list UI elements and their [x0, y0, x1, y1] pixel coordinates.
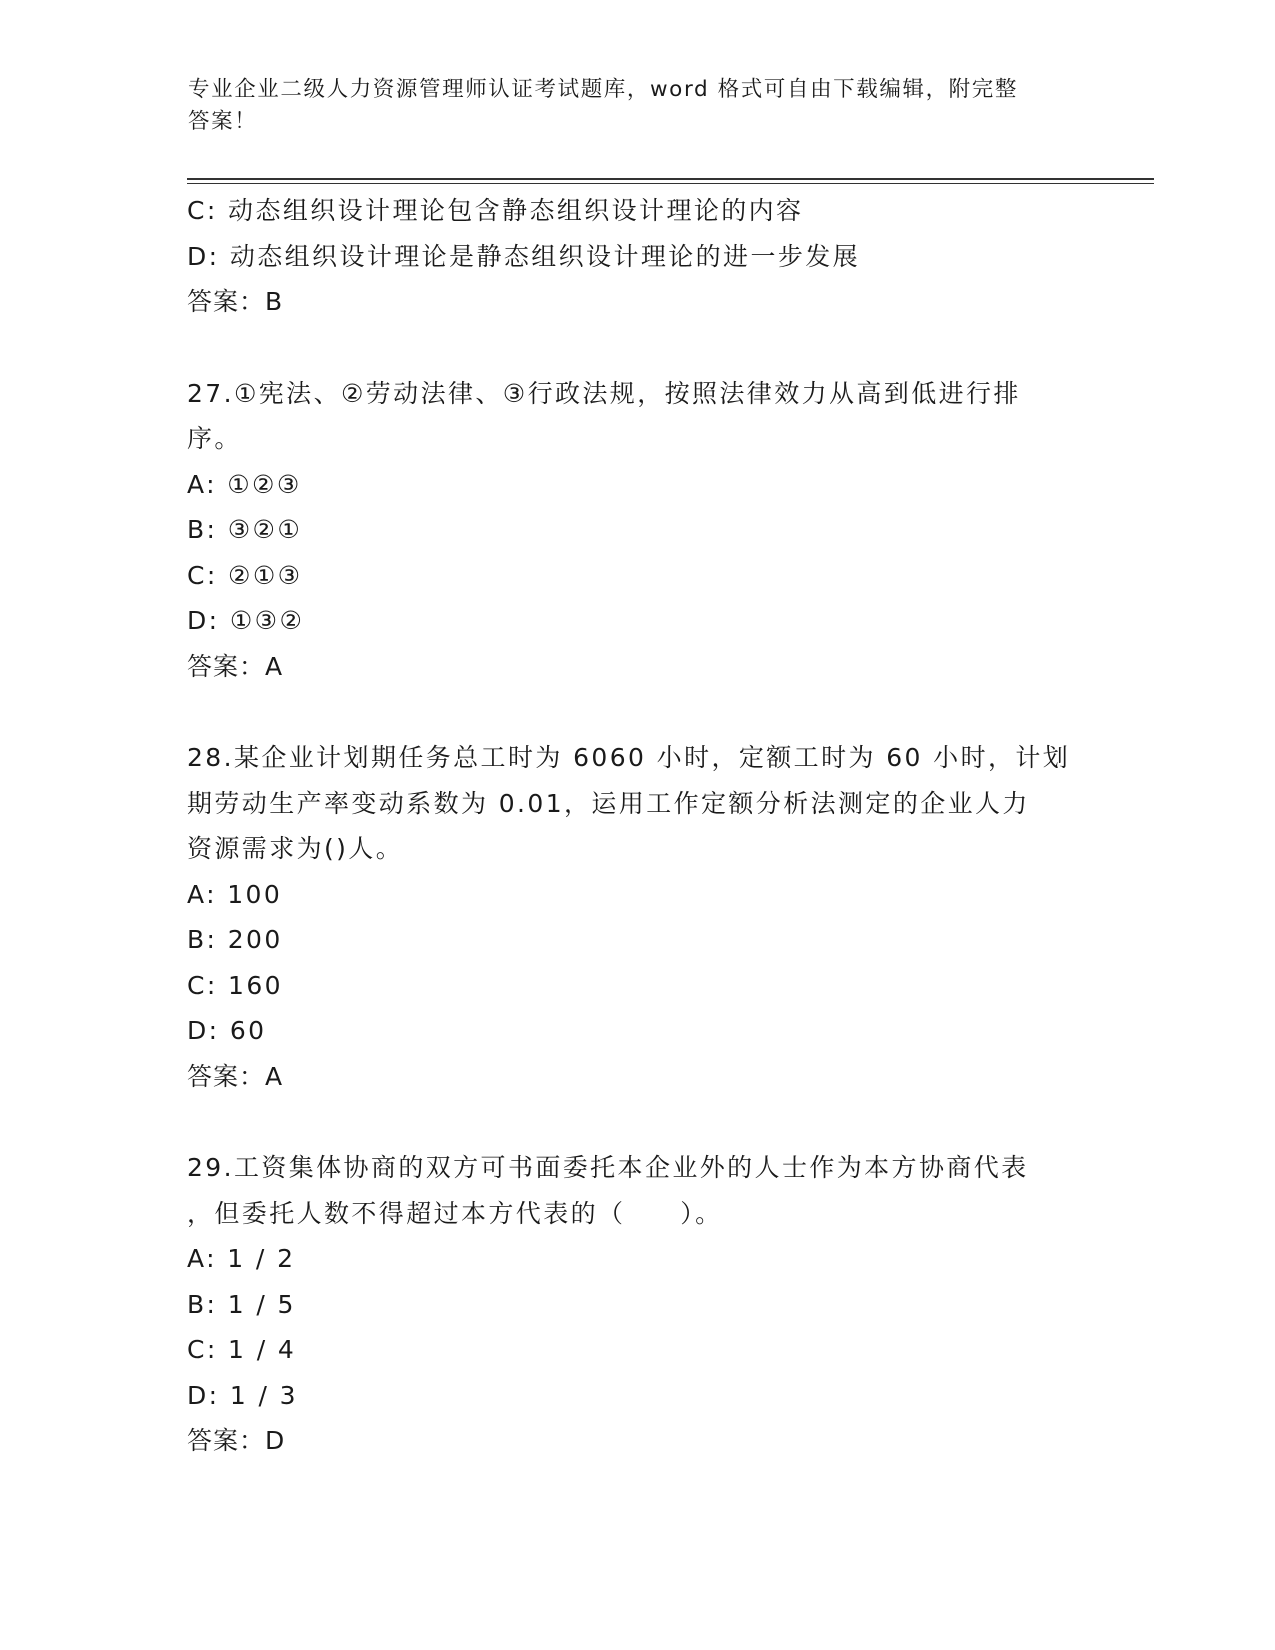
header-divider — [187, 178, 1154, 180]
answer-line: 答案：A — [187, 1061, 284, 1091]
question-stem: 资源需求为()人。 — [187, 834, 404, 863]
answer-line: 答案：B — [187, 287, 284, 316]
question-stem: 28.某企业计划期任务总工时为 6060 小时，定额工时为 60 小时，计划 — [187, 743, 1071, 772]
question-stem: 29.工资集体协商的双方可书面委托本企业外的人士作为本方协商代表 — [187, 1153, 1029, 1182]
option-b: B: 200 — [187, 925, 283, 954]
option-b: B: 1 / 5 — [187, 1289, 296, 1319]
question-28 — [187, 735, 1087, 1099]
question-29 — [187, 1145, 1087, 1464]
question-stem: 序。 — [187, 424, 242, 453]
option-d: D: 1 / 3 — [187, 1380, 298, 1410]
option-d: D: 动态组织设计理论是静态组织设计理论的进一步发展 — [187, 241, 861, 271]
question-stem: 27.①宪法、②劳动法律、③行政法规，按照法律效力从高到低进行排 — [187, 378, 1021, 408]
question-content — [187, 188, 1087, 1464]
option-a: A: 1 / 2 — [187, 1244, 296, 1273]
question-stem: 期劳动生产率变动系数为 0.01，运用工作定额分析法测定的企业人力 — [187, 788, 1030, 818]
option-c: C: 动态组织设计理论包含静态组织设计理论的内容 — [187, 196, 804, 225]
option-b: B: ③②① — [187, 515, 303, 544]
header-divider — [187, 183, 1154, 184]
document-header — [188, 74, 1068, 138]
question-continuation — [187, 188, 1087, 325]
option-a: A: 100 — [187, 879, 283, 909]
answer-line: 答案：A — [187, 651, 284, 681]
option-c: C: 1 / 4 — [187, 1335, 297, 1364]
option-d: D: ①③② — [187, 606, 305, 635]
answer-line: 答案：D — [187, 1426, 286, 1455]
header-title-line: 答案！ — [188, 109, 258, 134]
question-stem: ，但委托人数不得超过本方代表的（ ）。 — [187, 1198, 723, 1228]
option-c: C: 160 — [187, 970, 283, 1000]
question-27 — [187, 371, 1087, 690]
option-c: C: ②①③ — [187, 560, 303, 590]
header-title-line: 专业企业二级人力资源管理师认证考试题库，word 格式可自由下载编辑，附完整 — [188, 77, 1018, 102]
option-a: A: ①②③ — [187, 469, 302, 499]
option-d: D: 60 — [187, 1016, 267, 1045]
